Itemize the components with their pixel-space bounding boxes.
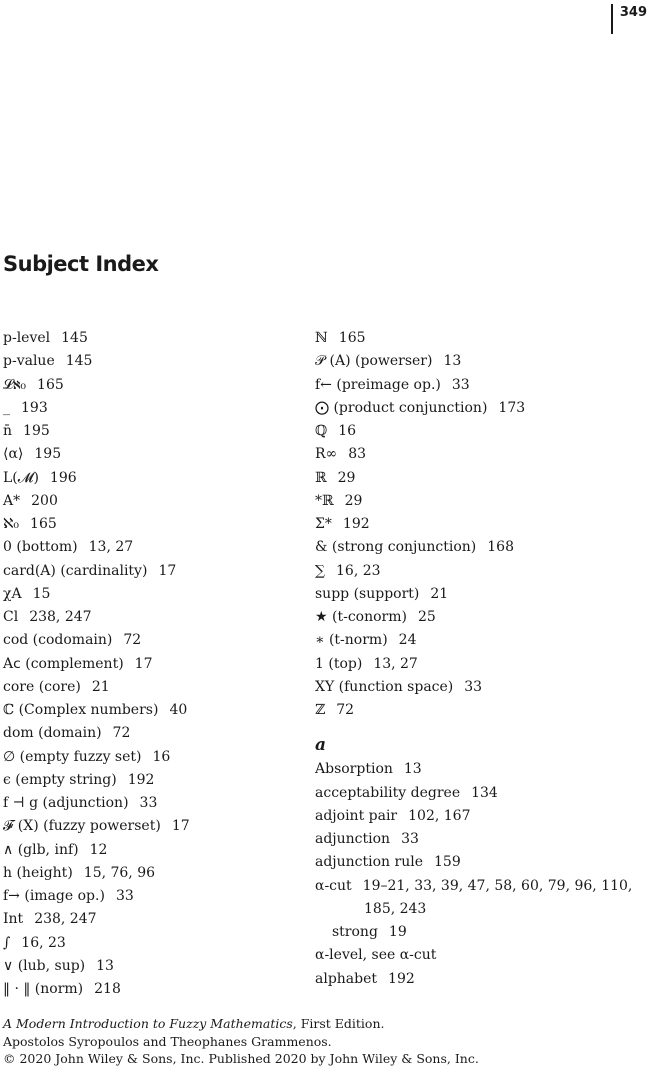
index-term: R∞ — [315, 446, 338, 463]
index-entry — [315, 805, 645, 828]
index-term: Σ* — [315, 516, 332, 532]
index-term: ϵ (empty string) — [3, 771, 117, 788]
index-pages: 13 — [96, 957, 114, 974]
index-entry — [3, 769, 303, 792]
index-term: ℵ₀ — [3, 516, 20, 532]
section-heading-a: a — [315, 735, 327, 756]
index-term: ∫ — [3, 934, 11, 951]
index-entry — [3, 722, 303, 745]
index-pages: 33 — [115, 888, 134, 904]
index-entry — [3, 583, 303, 606]
footer-book-title: A Modern Introduction to Fuzzy Mathematics — [3, 1016, 293, 1031]
index-term: p-value — [3, 353, 55, 370]
index-entry — [3, 839, 303, 862]
index-pages: 15 — [32, 585, 51, 602]
index-term: core (core) — [3, 678, 81, 695]
index-pages: 192 — [388, 970, 415, 987]
index-term: ℕ — [315, 330, 328, 346]
index-pages: 195 — [34, 446, 62, 463]
index-term: Cl — [3, 609, 19, 625]
index-term: strong — [332, 924, 378, 940]
page-title: Subject Index — [3, 252, 159, 276]
index-pages: 193 — [21, 399, 48, 416]
index-term: 𝓛ℵ₀ — [3, 376, 27, 393]
index-pages: 168 — [487, 539, 514, 556]
index-term: f→ (image op.) — [3, 888, 105, 904]
index-term: α-level, see α-cut — [315, 947, 437, 964]
index-pages: 29 — [344, 492, 363, 509]
index-term: L(𝓜) — [3, 469, 39, 486]
index-pages: 13, 27 — [373, 655, 418, 672]
index-entry — [3, 397, 303, 420]
index-pages: 165 — [338, 330, 366, 346]
index-term: adjunction rule — [315, 854, 423, 871]
index-pages: 19 — [388, 924, 407, 940]
index-pages: 16, 23 — [336, 562, 381, 579]
index-pages: 33 — [401, 831, 419, 847]
index-entry — [315, 653, 645, 676]
index-term: alphabet — [315, 970, 378, 987]
index-entry — [3, 513, 303, 536]
index-pages: 145 — [61, 330, 88, 346]
index-pages: 40 — [169, 702, 188, 718]
index-term: dom (domain) — [3, 725, 102, 742]
index-entry — [3, 350, 303, 373]
index-entry — [3, 653, 303, 676]
index-pages: 33 — [464, 678, 483, 695]
index-entry — [3, 885, 303, 908]
index-pages: 165 — [30, 516, 57, 532]
index-entry — [3, 327, 303, 350]
index-entry — [3, 862, 303, 885]
index-term: ∨ (lub, sup) — [3, 957, 86, 974]
index-pages: 15, 76, 96 — [83, 864, 156, 881]
index-entry — [315, 583, 645, 606]
index-term: Absorption — [315, 761, 393, 778]
index-entry — [3, 815, 303, 838]
index-pages: 16 — [152, 748, 171, 765]
index-entry — [315, 944, 645, 967]
index-pages: 21 — [91, 678, 110, 695]
index-term: A𝖼 (complement) — [3, 655, 124, 672]
index-pages: 196 — [49, 469, 77, 486]
index-pages: 72 — [123, 632, 142, 649]
index-term: ℝ — [315, 469, 327, 486]
index-entry — [3, 420, 303, 443]
index-pages: 218 — [94, 981, 121, 997]
index-pages: 24 — [398, 632, 417, 649]
index-term: 0 (bottom) — [3, 539, 78, 556]
index-pages: 13 — [403, 761, 422, 778]
index-entry — [315, 699, 645, 722]
index-term: ⨀ (product conjunction) — [315, 399, 488, 416]
index-entry — [3, 978, 303, 1001]
index-entry — [315, 606, 645, 629]
index-entry — [315, 560, 645, 583]
index-term: supp (support) — [315, 585, 420, 602]
index-pages: 12 — [89, 841, 108, 858]
index-entry — [3, 443, 303, 466]
index-entry — [315, 374, 645, 397]
index-right-column — [315, 327, 645, 991]
index-entry — [315, 921, 645, 944]
index-pages: 238, 247 — [34, 911, 97, 928]
index-pages: 200 — [31, 492, 58, 509]
index-pages: 83 — [348, 446, 367, 463]
page-number: 349 — [611, 4, 647, 34]
index-pages: 238, 247 — [29, 609, 92, 625]
index-term: n̄ — [3, 423, 13, 439]
index-term: cod (codomain) — [3, 632, 113, 649]
index-term: χA — [3, 585, 22, 602]
footer-copyright: © 2020 John Wiley & Sons, Inc. Published 2020 by John Wiley & Sons, Inc. — [3, 1051, 479, 1066]
index-term: ℂ (Complex numbers) — [3, 702, 159, 718]
index-pages: 25 — [417, 609, 436, 625]
index-pages: 17 — [134, 655, 153, 672]
index-pages: 33 — [139, 795, 158, 811]
index-entry — [3, 490, 303, 513]
index-pages: 17 — [171, 818, 190, 835]
index-pages: 192 — [127, 771, 155, 788]
index-entry — [3, 467, 303, 490]
index-pages: 134 — [471, 784, 498, 801]
footer-book-line — [3, 1015, 479, 1033]
index-term: ∗ (t-norm) — [315, 632, 388, 649]
index-term: f ⊣ g (adjunction) — [3, 795, 129, 811]
index-pages: 165 — [37, 376, 64, 393]
index-term: 𝓕 (X) (fuzzy powerset) — [3, 818, 161, 835]
index-entry — [315, 629, 645, 652]
index-term: card(A) (cardinality) — [3, 562, 148, 579]
index-pages: 72 — [336, 702, 355, 718]
index-term: ‖ · ‖ (norm) — [3, 981, 84, 997]
index-entry — [315, 327, 645, 350]
index-entry — [315, 490, 645, 513]
index-term: XY (function space) — [315, 678, 454, 695]
index-entry — [3, 932, 303, 955]
index-entry — [3, 955, 303, 978]
index-pages: 17 — [158, 562, 177, 579]
index-pages: 13, 27 — [88, 539, 134, 556]
index-entry — [315, 968, 645, 991]
index-pages: 29 — [337, 469, 356, 486]
index-term: Int — [3, 911, 24, 928]
index-entry — [315, 420, 645, 443]
index-term: 𝒫 (A) (powerser) — [315, 353, 433, 370]
index-term: p-level — [3, 330, 51, 346]
index-pages: 19–21, 33, 39, 47, 58, 60, 79, 96, 110, 185, 243 — [362, 877, 633, 917]
index-term: acceptability degree — [315, 784, 461, 801]
index-entry — [315, 443, 645, 466]
index-term: adjunction — [315, 831, 391, 847]
index-entry — [315, 397, 645, 420]
index-left-column — [3, 327, 303, 1001]
index-term: 1 (top) — [315, 655, 363, 672]
index-entry — [3, 374, 303, 397]
index-entry — [3, 676, 303, 699]
index-term: ∑ — [315, 562, 325, 579]
index-pages: 16, 23 — [21, 934, 66, 951]
index-entry — [3, 792, 303, 815]
index-entry — [315, 875, 645, 922]
footer-edition: , First Edition. — [292, 1016, 385, 1031]
index-term: ℚ — [315, 423, 328, 439]
index-pages: 72 — [112, 725, 131, 742]
index-pages: 192 — [342, 516, 370, 532]
index-term: ★ (t-conorm) — [315, 609, 407, 625]
index-pages: 195 — [23, 423, 50, 439]
index-term: α-cut — [315, 877, 352, 894]
index-pages: 16 — [338, 423, 357, 439]
index-entry — [3, 908, 303, 931]
index-term: f← (preimage op.) — [315, 376, 441, 393]
index-entry — [3, 606, 303, 629]
footer — [3, 1015, 479, 1068]
index-term: A* — [3, 492, 21, 509]
index-term: h (height) — [3, 864, 73, 881]
index-pages: 145 — [65, 353, 93, 370]
index-term: _ — [3, 399, 10, 416]
index-pages: 21 — [430, 585, 449, 602]
index-pages: 13 — [443, 353, 462, 370]
index-entry — [3, 629, 303, 652]
index-pages: 159 — [434, 854, 461, 871]
index-pages: 33 — [451, 376, 470, 393]
index-entry — [315, 828, 645, 851]
index-entry — [315, 676, 645, 699]
footer-authors: Apostolos Syropoulos and Theophanes Grammenos. — [3, 1033, 332, 1049]
index-entry — [315, 513, 645, 536]
index-term: ℤ — [315, 702, 326, 718]
index-entry — [3, 560, 303, 583]
index-pages: 102, 167 — [408, 807, 471, 824]
index-term: ⟨α⟩ — [3, 446, 24, 463]
index-entry — [3, 746, 303, 769]
index-entry — [315, 350, 645, 373]
index-entry — [315, 782, 645, 805]
index-entry — [3, 536, 303, 559]
index-term: ∧ (glb, inf) — [3, 841, 79, 858]
index-term: adjoint pair — [315, 807, 398, 824]
index-entry — [315, 536, 645, 559]
index-term: ∅ (empty fuzzy set) — [3, 748, 142, 765]
index-entry — [315, 851, 645, 874]
index-entry — [3, 699, 303, 722]
index-term: & (strong conjunction) — [315, 539, 477, 556]
index-pages: 173 — [498, 399, 526, 416]
index-entry — [315, 467, 645, 490]
index-term: *ℝ — [315, 492, 334, 509]
index-entry — [315, 758, 645, 781]
